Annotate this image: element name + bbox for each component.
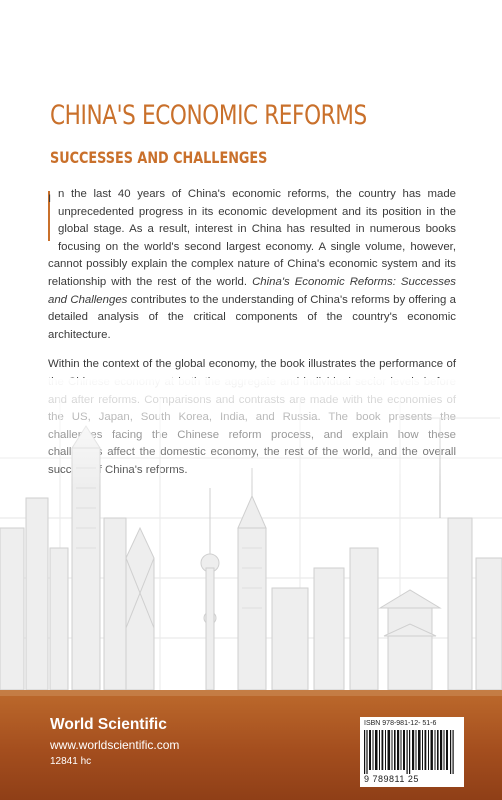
blurb-paragraph-1-start: n the last 40 years of China's economic reforms, the country has made unprecedented progress in its economic development and its position in the global stage. As a result, interest in China has resulted in numerous books focusing on the world's second largest economy. A single volume, however, cannot possibly explain the complex nature of China's economic system and its relationship with the rest of the world. [48,188,456,288]
publisher-name: World Scientific [50,716,167,733]
blurb-paragraph-1 [48,186,456,344]
city-skyline-illustration [0,378,502,690]
publisher-website: www.worldscientific.com [50,738,180,752]
book-title: CHINA'S ECONOMIC REFORMS [50,100,367,131]
isbn-barcode [360,717,464,787]
isbn-label: ISBN 978-981-12- 51-6 [364,720,437,727]
barcode-digits: 9 789811 25 [364,774,419,784]
book-subtitle: SUCCESSES AND CHALLENGES [50,148,268,167]
blurb-book-title-italic: China's Economic Reforms: Successes and Challenges [48,275,456,306]
blurb-paragraph-1-end: contributes to the understanding of China's reforms by offering a detailed analysis of the critical components of the country's economic architecture. [48,293,456,341]
product-code: 12841 hc [50,756,92,767]
drop-cap-initial: I [48,191,50,241]
blurb-paragraph-2: Within the context of the global economy, the book illustrates the performance of [48,358,456,371]
footer-band-top-stripe [0,690,502,696]
barcode-bars-icon [364,730,460,774]
